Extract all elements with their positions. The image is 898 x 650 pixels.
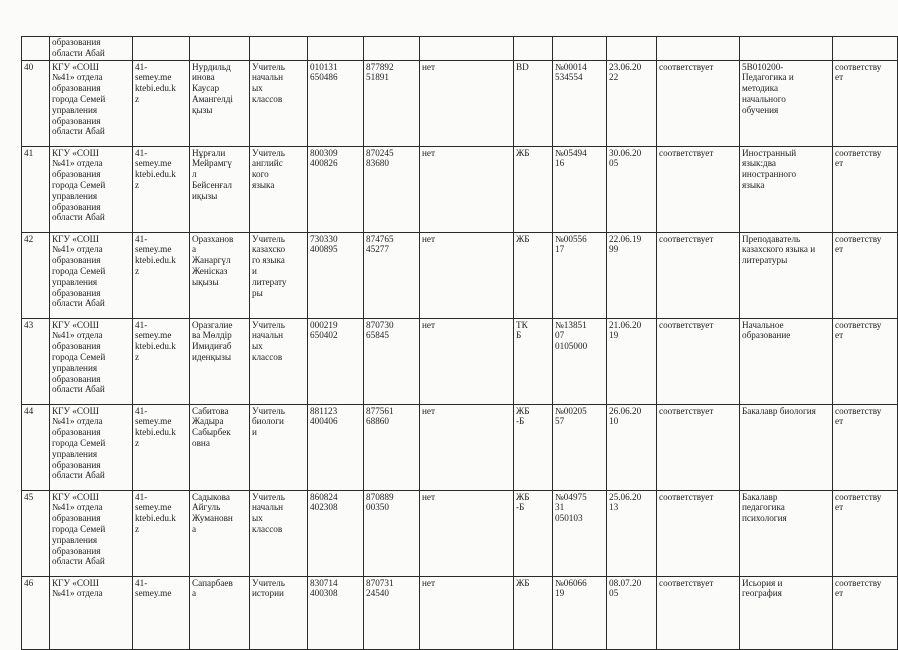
cell-name: Нұрғали Мейрамгү л Бейсенғал иқызы [190, 146, 250, 232]
cell-site: 41- semey.me ktebi.edu.k z [133, 404, 190, 490]
cell-date: 26.06.20 10 [607, 404, 657, 490]
cell-match: соответствует [657, 404, 740, 490]
cell-name: Сапарбаев а [190, 576, 250, 649]
table-row [22, 576, 898, 649]
cell-iin: 800309 400826 [308, 146, 364, 232]
cell-school: КГУ «СОШ №41» отдела образования города Семей управления образования области Абай [50, 490, 133, 576]
cell-diploma-no: №00556 17 [553, 232, 607, 318]
cell-phone: 870245 83680 [364, 146, 420, 232]
cell-name: Нурдильд инова Каусар Амангелді қызы [190, 60, 250, 146]
cell-match: соответствует [657, 232, 740, 318]
cell-match: соответствует [657, 490, 740, 576]
cell-name: Оразханов а Жанаргүл Женісказ ықызы [190, 232, 250, 318]
cell-diploma-type [514, 37, 553, 61]
cell-school: КГУ «СОШ №41» отдела образования города Семей управления образования области Абай [50, 60, 133, 146]
cell-position: Учитель начальн ых классов [250, 318, 308, 404]
cell-position: Учитель начальн ых классов [250, 490, 308, 576]
cell-iin: 730330 400895 [308, 232, 364, 318]
cell-name [190, 37, 250, 61]
cell-site: 41- semey.me ktebi.edu.k z [133, 60, 190, 146]
cell-specialty: 5В010200- Педагогика и методика начального обучения [740, 60, 833, 146]
cell-date: 30.06.20 05 [607, 146, 657, 232]
cell-school: образования области Абай [50, 37, 133, 61]
cell-diploma-no: №06066 19 [553, 576, 607, 649]
cell-iin: 881123 400406 [308, 404, 364, 490]
staff-register-table [21, 36, 898, 650]
cell-iin: 000219 650402 [308, 318, 364, 404]
cell-date: 21.06.20 19 [607, 318, 657, 404]
cell-diploma-type: BD [514, 60, 553, 146]
cell-phone: 874765 45277 [364, 232, 420, 318]
cell-num: 46 [22, 576, 50, 649]
cell-result: соответству ет [833, 318, 898, 404]
cell-mark: нет [420, 60, 514, 146]
cell-position [250, 37, 308, 61]
cell-school: КГУ «СОШ №41» отдела образования города Семей управления образования области Абай [50, 232, 133, 318]
table-row [22, 404, 898, 490]
cell-match: соответствует [657, 576, 740, 649]
cell-phone: 870730 65845 [364, 318, 420, 404]
cell-name: Сабитова Жадыра Сабырбек овна [190, 404, 250, 490]
cell-num: 40 [22, 60, 50, 146]
cell-match: соответствует [657, 318, 740, 404]
table-row [22, 232, 898, 318]
cell-mark [420, 37, 514, 61]
cell-match: соответствует [657, 60, 740, 146]
cell-school: КГУ «СОШ №41» отдела образования города Семей управления образования области Абай [50, 146, 133, 232]
cell-specialty: Исьория и география [740, 576, 833, 649]
cell-iin: 010131 650486 [308, 60, 364, 146]
cell-diploma-no: №05494 16 [553, 146, 607, 232]
cell-site: 41- semey.me [133, 576, 190, 649]
cell-mark: нет [420, 490, 514, 576]
cell-iin: 860824 402308 [308, 490, 364, 576]
cell-iin: 830714 400308 [308, 576, 364, 649]
cell-num: 43 [22, 318, 50, 404]
cell-site: 41- semey.me ktebi.edu.k z [133, 318, 190, 404]
cell-phone [364, 37, 420, 61]
cell-mark: нет [420, 232, 514, 318]
cell-mark: нет [420, 146, 514, 232]
cell-diploma-no: №13851 07 0105000 [553, 318, 607, 404]
table-row [22, 318, 898, 404]
cell-specialty: Бакалавр педагогика психология [740, 490, 833, 576]
cell-result: соответству ет [833, 404, 898, 490]
cell-specialty: Бакалавр биология [740, 404, 833, 490]
cell-result: соответству ет [833, 232, 898, 318]
cell-date: 25.06.20 13 [607, 490, 657, 576]
cell-diploma-type: ЖБ [514, 146, 553, 232]
cell-mark: нет [420, 576, 514, 649]
cell-diploma-type: ЖБ -Б [514, 404, 553, 490]
cell-phone: 877892 51891 [364, 60, 420, 146]
cell-num [22, 37, 50, 61]
table-row [22, 60, 898, 146]
cell-iin [308, 37, 364, 61]
cell-diploma-type: ЖБ [514, 232, 553, 318]
table-row [22, 490, 898, 576]
cell-position: Учитель казахско го языка и литерату ры [250, 232, 308, 318]
cell-name: Садыкова Айгуль Жумановн а [190, 490, 250, 576]
cell-date: 23.06.20 22 [607, 60, 657, 146]
cell-num: 42 [22, 232, 50, 318]
cell-num: 45 [22, 490, 50, 576]
cell-position: Учитель английс кого языка [250, 146, 308, 232]
table-row-continuation [22, 37, 898, 61]
cell-diploma-type: ТК Б [514, 318, 553, 404]
cell-result: соответству ет [833, 60, 898, 146]
cell-num: 44 [22, 404, 50, 490]
cell-site: 41- semey.me ktebi.edu.k z [133, 146, 190, 232]
cell-diploma-no: №00205 57 [553, 404, 607, 490]
cell-diploma-no: №00014 534554 [553, 60, 607, 146]
cell-site: 41- semey.me ktebi.edu.k z [133, 232, 190, 318]
cell-diploma-type: ЖБ [514, 576, 553, 649]
cell-result: соответству ет [833, 146, 898, 232]
cell-site: 41- semey.me ktebi.edu.k z [133, 490, 190, 576]
cell-specialty: Начальное образование [740, 318, 833, 404]
cell-num: 41 [22, 146, 50, 232]
cell-specialty [740, 37, 833, 61]
cell-diploma-no: №04975 31 050103 [553, 490, 607, 576]
cell-mark: нет [420, 318, 514, 404]
cell-date: 22.06.19 99 [607, 232, 657, 318]
cell-phone: 877561 68860 [364, 404, 420, 490]
cell-site [133, 37, 190, 61]
table-row [22, 146, 898, 232]
cell-diploma-type: ЖБ -Б [514, 490, 553, 576]
cell-position: Учитель истории [250, 576, 308, 649]
cell-name: Оразгалие ва Мөлдір Имидиғаб иденқызы [190, 318, 250, 404]
cell-specialty: Преподаватель казахского языка и литературы [740, 232, 833, 318]
cell-match [657, 37, 740, 61]
cell-result: соответству ет [833, 490, 898, 576]
cell-phone: 870731 24540 [364, 576, 420, 649]
cell-school: КГУ «СОШ №41» отдела образования города Семей управления образования области Абай [50, 318, 133, 404]
cell-date [607, 37, 657, 61]
cell-phone: 870889 00350 [364, 490, 420, 576]
cell-school: КГУ «СОШ №41» отдела образования города Семей управления образования области Абай [50, 404, 133, 490]
cell-match: соответствует [657, 146, 740, 232]
cell-date: 08.07.20 05 [607, 576, 657, 649]
cell-specialty: Иностранный язык:два иностранного языка [740, 146, 833, 232]
cell-position: Учитель начальн ых классов [250, 60, 308, 146]
cell-mark: нет [420, 404, 514, 490]
cell-position: Учитель биологи и [250, 404, 308, 490]
cell-result: соответству ет [833, 576, 898, 649]
cell-diploma-no [553, 37, 607, 61]
cell-school: КГУ «СОШ №41» отдела [50, 576, 133, 649]
cell-result [833, 37, 898, 61]
